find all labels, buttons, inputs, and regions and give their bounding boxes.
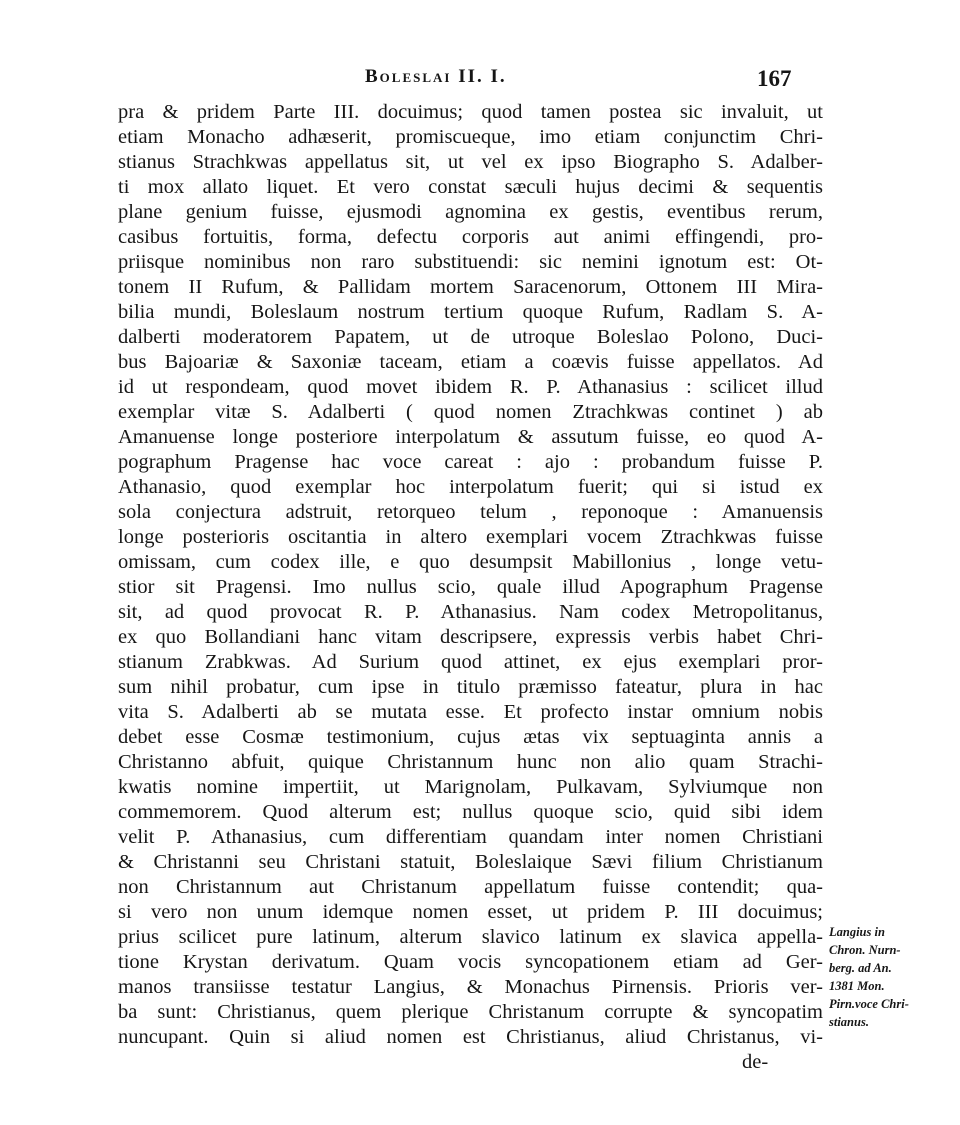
text-line: sum nihil probatur, cum ipse in titulo præmisso fateatur, plura in hac [118,676,823,698]
text-line: longe posterioris oscitantia in altero exemplari vocem Ztrachkwas fuisse [118,526,823,548]
marginal-line: Pirn.voce Chri- [829,997,909,1011]
text-line: nuncupant. Quin si aliud nomen est Christianus, aliud Christanus, vi- [118,1026,823,1048]
text-line: priisque nominibus non raro substituendi: sic nemini ignotum est: Ot- [118,251,823,273]
text-line: prius scilicet pure latinum, alterum slavico latinum ex slavica appella- [118,926,823,948]
text-line: kwatis nomine impertiit, ut Marignolam, Pulkavam, Sylviumque non [118,776,823,798]
text-line: commemorem. Quod alterum est; nullus quoque scio, quid sibi idem [118,801,823,823]
catchword: de- [742,1051,769,1073]
text-line: tonem II Rufum, & Pallidam mortem Saracenorum, Ottonem III Mira- [118,276,823,298]
text-line: Christanno abfuit, quique Christannum hunc non alio quam Strachi- [118,751,823,773]
text-line: si vero non unum idemque nomen esset, ut pridem P. III docuimus; [118,901,823,923]
text-line: casibus fortuitis, forma, defectu corporis aut animi effingendi, pro- [118,226,823,248]
page-number: 167 [757,66,792,91]
marginal-line: Chron. Nurn- [829,943,901,957]
text-line: non Christannum aut Christanum appellatum fuisse contendit; qua- [118,876,823,898]
marginal-line: Langius in [829,925,885,939]
text-line: ti mox allato liquet. Et vero constat sæculi hujus decimi & sequentis [118,176,823,198]
text-line: ba sunt: Christianus, quem plerique Christanum corrupte & syncopatim [118,1001,823,1023]
text-line: & Christanni seu Christani statuit, Boleslaique Sævi filium Christianum [118,851,823,873]
page-header [0,66,960,96]
text-line: stior sit Pragensi. Imo nullus scio, quale illud Apographum Pragense [118,576,823,598]
text-line: bilia mundi, Boleslaum nostrum tertium quoque Rufum, Radlam S. A- [118,301,823,323]
marginal-line: berg. ad An. [829,961,892,975]
text-line: pra & pridem Parte III. docuimus; quod tamen postea sic invaluit, ut [118,101,823,123]
text-line: Athanasio, quod exemplar hoc interpolatum fuerit; qui si istud ex [118,476,823,498]
text-line: vita S. Adalberti ab se mutata esse. Et profecto instar omnium nobis [118,701,823,723]
text-line: Amanuense longe posteriore interpolatum & assutum fuisse, eo quod A- [118,426,823,448]
marginal-line: stianus. [829,1015,869,1029]
text-line: debet esse Cosmæ testimonium, cujus ætas vix septuaginta annis a [118,726,823,748]
text-line: ex quo Bollandiani hanc vitam descripsere, expressis verbis habet Chri- [118,626,823,648]
text-line: id ut respondeam, quod movet ibidem R. P. Athanasius : scilicet illud [118,376,823,398]
text-line: tione Krystan derivatum. Quam vocis syncopationem etiam ad Ger- [118,951,823,973]
text-line: bus Bajoariæ & Saxoniæ taceam, etiam a coævis fuisse appellatos. Ad [118,351,823,373]
text-line: stianus Strachkwas appellatus sit, ut vel ex ipso Biographo S. Adalber- [118,151,823,173]
text-line: plane genium fuisse, ejusmodi agnomina ex gestis, eventibus rerum, [118,201,823,223]
text-line: manos transiisse testatur Langius, & Monachus Pirnensis. Prioris ver- [118,976,823,998]
text-line: dalberti moderatorem Papatem, ut de utroque Boleslao Polono, Duci- [118,326,823,348]
text-line: pographum Pragense hac voce careat : ajo : probandum fuisse P. [118,451,823,473]
text-line: sit, ad quod provocat R. P. Athanasius. Nam codex Metropolitanus, [118,601,823,623]
marginal-line: 1381 Mon. [829,979,885,993]
text-line: exemplar vitæ S. Adalberti ( quod nomen Ztrachkwas continet ) ab [118,401,823,423]
text-line: velit P. Athanasius, cum differentiam quandam inter nomen Christiani [118,826,823,848]
running-title: Boleslai II. I. [365,66,507,87]
marginal-note [829,923,939,1031]
text-line: etiam Monacho adhæserit, promiscueque, imo etiam conjunctim Chri- [118,126,823,148]
text-line: omissam, cum codex ille, e quo desumpsit Mabillonius , longe vetu- [118,551,823,573]
text-line: sola conjectura adstruit, retorqueo telum , reponoque : Amanuensis [118,501,823,523]
text-line: stianum Zrabkwas. Ad Surium quod attinet, ex ejus exemplari pror- [118,651,823,673]
